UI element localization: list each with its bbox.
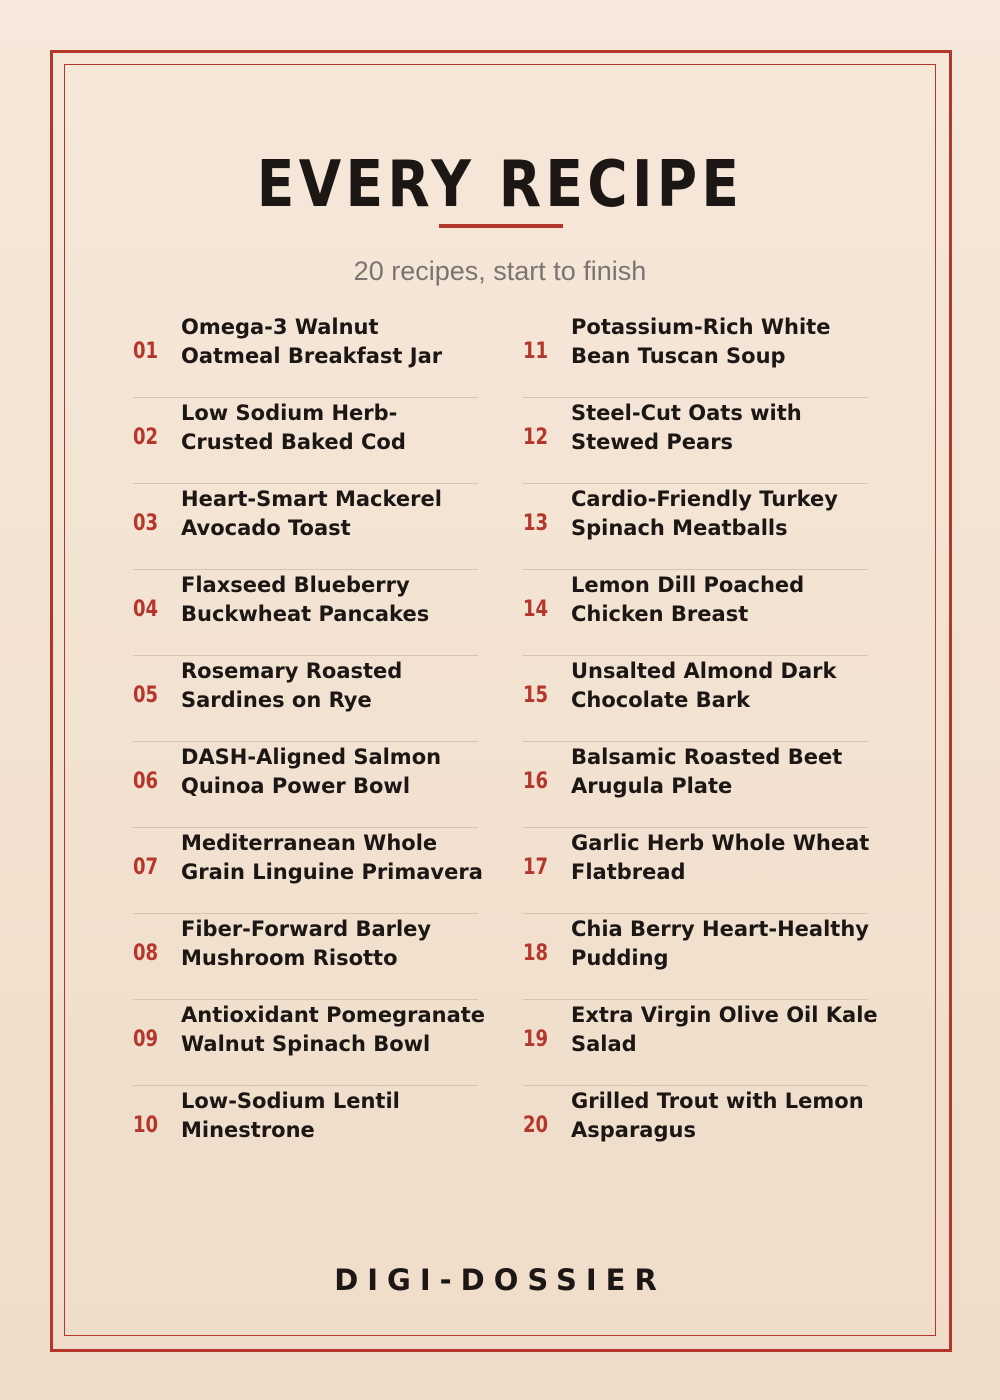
recipe-number: 13	[523, 511, 549, 536]
recipe-name: Cardio-Friendly Turkey Spinach Meatballs	[571, 487, 838, 540]
recipe-name: Steel-Cut Oats with Stewed Pears	[571, 401, 802, 454]
recipe-name: Fiber-Forward Barley Mushroom Risotto	[181, 917, 432, 970]
recipe-name: Low-Sodium Lentil Minestrone	[181, 1089, 400, 1142]
recipe-item[interactable]	[523, 828, 868, 914]
recipe-item[interactable]	[523, 398, 868, 484]
recipe-item[interactable]	[133, 398, 478, 484]
recipe-name: Extra Virgin Olive Oil Kale Salad	[571, 1003, 878, 1056]
recipe-number: 04	[133, 597, 159, 622]
recipe-number: 06	[133, 769, 159, 794]
recipe-item[interactable]	[133, 570, 478, 656]
recipe-name: Balsamic Roasted Beet Arugula Plate	[571, 745, 843, 798]
recipe-number: 10	[133, 1113, 159, 1138]
recipe-item[interactable]	[133, 1000, 486, 1086]
recipe-name: Chia Berry Heart-Healthy Pudding	[571, 917, 869, 970]
recipe-name: Garlic Herb Whole Wheat Flatbread	[571, 831, 870, 884]
recipe-item[interactable]	[523, 1086, 868, 1172]
recipe-list-left	[133, 312, 486, 1172]
page-title: EVERY RECIPE	[256, 148, 744, 222]
recipe-name: DASH-Aligned Salmon Quinoa Power Bowl	[181, 745, 442, 798]
recipe-number: 11	[523, 339, 549, 364]
recipe-item[interactable]	[133, 828, 483, 914]
recipe-name: Rosemary Roasted Sardines on Rye	[181, 659, 403, 712]
recipe-number: 12	[523, 425, 549, 450]
recipe-number: 16	[523, 769, 549, 794]
recipe-number: 18	[523, 941, 549, 966]
recipe-name: Omega-3 Walnut Oatmeal Breakfast Jar	[181, 315, 443, 368]
title-underline	[439, 224, 563, 228]
recipe-number: 17	[523, 855, 549, 880]
recipe-number: 05	[133, 683, 159, 708]
recipe-item[interactable]	[523, 656, 868, 742]
recipe-item[interactable]	[523, 570, 868, 656]
recipe-number: 03	[133, 511, 159, 536]
recipe-number: 08	[133, 941, 159, 966]
recipe-item[interactable]	[133, 312, 478, 398]
recipe-item[interactable]	[133, 656, 478, 742]
recipe-item[interactable]	[133, 484, 478, 570]
recipe-item[interactable]	[133, 1086, 478, 1172]
recipe-number: 07	[133, 855, 159, 880]
recipe-name: Mediterranean Whole Grain Linguine Primavera	[181, 831, 483, 884]
recipe-name: Antioxidant Pomegranate Walnut Spinach Bowl	[181, 1003, 486, 1056]
recipe-item[interactable]	[523, 1000, 878, 1086]
recipe-name: Unsalted Almond Dark Chocolate Bark	[571, 659, 837, 712]
recipe-item[interactable]	[523, 312, 868, 398]
recipe-number: 20	[523, 1113, 549, 1138]
recipe-name: Flaxseed Blueberry Buckwheat Pancakes	[181, 573, 430, 626]
recipe-item[interactable]	[523, 484, 868, 570]
brand-footer: DIGI-DOSSIER	[334, 1263, 666, 1297]
recipe-item[interactable]	[133, 914, 478, 1000]
recipe-number: 15	[523, 683, 549, 708]
recipe-list-right	[523, 312, 878, 1172]
recipe-name: Grilled Trout with Lemon Asparagus	[571, 1089, 864, 1142]
recipe-item[interactable]	[523, 742, 868, 828]
recipe-number: 09	[133, 1027, 159, 1052]
page-subtitle: 20 recipes, start to finish	[353, 256, 647, 286]
recipe-item[interactable]	[133, 742, 478, 828]
recipe-number: 14	[523, 597, 549, 622]
recipe-name: Low Sodium Herb- Crusted Baked Cod	[181, 401, 406, 454]
recipe-item[interactable]	[523, 914, 868, 1000]
recipe-name: Lemon Dill Poached Chicken Breast	[571, 573, 805, 626]
recipe-number: 01	[133, 339, 159, 364]
recipe-number: 19	[523, 1027, 549, 1052]
recipe-number: 02	[133, 425, 159, 450]
recipe-name: Heart-Smart Mackerel Avocado Toast	[181, 487, 442, 540]
recipe-name: Potassium-Rich White Bean Tuscan Soup	[571, 315, 831, 368]
